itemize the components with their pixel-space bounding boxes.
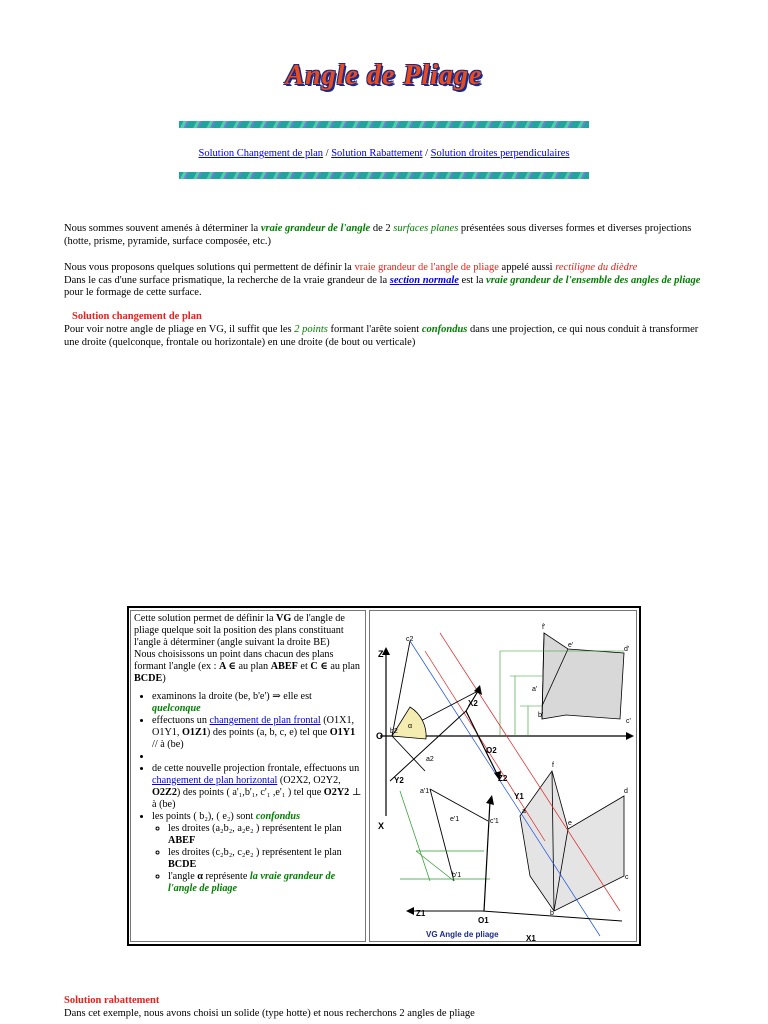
label-e-top: e' [568,642,574,649]
label-y2: Y2 [394,776,404,785]
section2-paragraph: Dans cet exemple, nous avons choisi un solide (type hotte) et nous recherchons 2 angles de pliage [64,1008,475,1019]
list-item [168,871,362,895]
text: examinons la droite (be, b'e') ⇒ elle est [152,691,312,702]
axis-z2-line [466,711,498,776]
label-o2: O2 [486,746,497,755]
text: appelé aussi [498,262,556,273]
text: l'angle [168,871,198,882]
decorative-rule-top [179,121,589,128]
text: Nous sommes souvent amenés à déterminer la [64,223,261,234]
nav-link-rabattement[interactable]: Solution Rabattement [331,148,423,159]
text: les droites (a₂b₂, a₂e₂ ) représentent le plan [168,823,342,834]
text: effectuons un [152,715,210,726]
text: ABEF [168,835,196,846]
list-item [152,691,362,715]
label-c2: c2 [406,636,414,643]
label-x: X [378,821,385,831]
text: O1Z1 [182,727,207,738]
label-f: f [552,762,554,769]
solution-text-column [130,610,366,942]
label-o: O [376,731,384,741]
text: les droites (c₂b₂, c₂e₂ ) représentent le plan [168,847,342,858]
text: ) [162,673,166,684]
label-b1: b'1 [452,872,462,879]
text: représente [202,871,250,882]
text: au plan [235,661,271,672]
construction-line [425,651,545,841]
list-item [152,811,362,895]
label-x2: X2 [468,699,478,708]
text: ) des points ( a'₁,b'₁, c'₁ ,e'₁ ) tel que [176,787,324,798]
nav-separator: / [323,148,332,159]
label-a: a [522,808,526,815]
arrow-icon [474,685,482,695]
text: dans une projection, ce qui nous conduit à transformer une droite (quelconque, frontale ou horizontale) en une droite (de bout ou verticale) [64,324,699,348]
sub-list [152,823,362,895]
emphasis: la vraie grandeur de l'angle de pliage [168,871,336,894]
emphasis: confondus [255,811,301,822]
upper-projection-shape [542,633,624,719]
arrow-icon [406,907,414,915]
emphasis: rectiligne du dièdre [555,262,638,273]
text: BCDE [168,859,197,870]
text: O2Z2 [152,787,177,798]
text: présentées sous diverses formes et diverses projections (hotte, prisme, pyramide, surface composée, etc.) [64,223,692,247]
edge-line [430,789,454,881]
text: de 2 [370,223,394,234]
emphasis: surfaces planes [393,223,459,234]
list-item [168,847,362,871]
emphasis: vraie grandeur de l'ensemble des angles de pliage [486,274,701,286]
steps-list [134,691,362,895]
text: Dans le cas d'une surface prismatique, la recherche de la vraie grandeur de la [64,274,390,286]
text: Pour voir notre angle de pliage en VG, il suffit que les [64,324,295,335]
text: de l'angle de pliage quelque soit la position des plans constituant l'angle à déterminer (angle suivant la droite BE) [134,613,345,648]
construction-line [400,791,430,881]
text: A ∈ [219,661,236,672]
lower-projection-shape [520,771,624,911]
text: ABEF [270,661,298,672]
changement-plan-frontal-link[interactable]: changement de plan frontal [209,715,321,726]
section-nav [0,148,768,161]
text: formant l'arête soient [327,324,422,335]
label-z1: Z1 [416,909,426,918]
arrow-icon [626,732,634,740]
text: et [297,661,311,672]
label-f-top: f' [542,624,546,631]
geometry-figure [369,610,637,942]
label-c1: c'1 [490,818,499,825]
list-item [168,823,362,847]
section1-paragraph [64,324,704,349]
text: ) des points (a, b, c, e) tel que [206,727,330,738]
emphasis: quelconque [152,703,201,714]
emphasis: vraie grandeur de l'angle de pliage [354,262,499,273]
nav-link-droites-perpendiculaires[interactable]: Solution droites perpendiculaires [430,148,570,159]
text: O1Y1 [329,727,356,738]
nav-separator: / [422,148,431,159]
label-d: d [624,788,628,795]
arrow-icon [486,795,494,805]
text: BCDE [134,673,163,684]
solution-box [127,606,641,946]
intro-paragraph-2 [64,262,704,300]
section-normale-link[interactable]: section normale [389,274,459,286]
figure-caption: VG Angle de pliage [426,930,499,939]
list-item [152,751,362,763]
section-heading-changement-de-plan: Solution changement de plan [72,311,202,322]
text: Nous vous proposons quelques solutions qui permettent de définir la [64,262,355,273]
decorative-rule-bottom [179,172,589,179]
list-item [152,763,362,811]
text: C ∈ [310,661,328,672]
label-o1: O1 [478,916,489,925]
changement-plan-horizontal-link[interactable]: changement de plan horizontal [152,775,278,786]
label-y1: Y1 [514,792,524,801]
text: Cette solution permet de définir la [134,613,277,624]
list-item [152,715,362,751]
text: les points ( b₂), ( e₂) sont [152,811,256,822]
label-b2: b2 [390,728,398,735]
label-b: b [550,910,554,917]
label-alpha: α [408,723,413,730]
text: α [197,871,203,882]
text: Nous choisissons un point dans chacun des plans formant l'angle (ex : [134,649,334,672]
label-x1: X1 [526,934,536,941]
text: au plan [327,661,361,672]
section-heading-rabattement: Solution rabattement [64,995,160,1006]
label-a2: a2 [426,756,434,763]
solution-description [134,613,362,685]
page-logo: Angle de Pliage [285,60,483,91]
label-b-top: b' [538,712,544,719]
label-a1: a'1 [420,788,430,795]
text: // à (be) [152,739,184,750]
text: de cette nouvelle projection frontale, effectuons un [152,763,360,774]
text: (O2X2, O2Y2, [277,775,341,786]
label-z2: Z2 [498,774,508,783]
label-a-top: a' [532,686,538,693]
label-z: Z [378,649,384,659]
label-e: e [568,820,572,827]
text: VG [276,613,292,624]
emphasis: vraie grandeur de l'angle [260,223,371,234]
text: (O1X1, O1Y1, [152,715,355,738]
text: pour le formage de cette surface. [64,287,202,298]
label-c-top: c' [626,718,631,725]
label-c: c [625,874,629,881]
folding-angle-diagram [370,611,636,941]
text: O2Y2 [323,787,350,798]
text: ⊥ à (be) [152,787,362,810]
nav-link-changement-de-plan[interactable]: Solution Changement de plan [198,148,324,159]
emphasis: confondus [421,324,468,335]
intro-paragraph-1 [64,223,704,248]
emphasis: 2 points [294,324,328,335]
text: est la [458,274,487,286]
label-e1: e'1 [450,816,460,823]
label-d-top: d' [624,646,630,653]
